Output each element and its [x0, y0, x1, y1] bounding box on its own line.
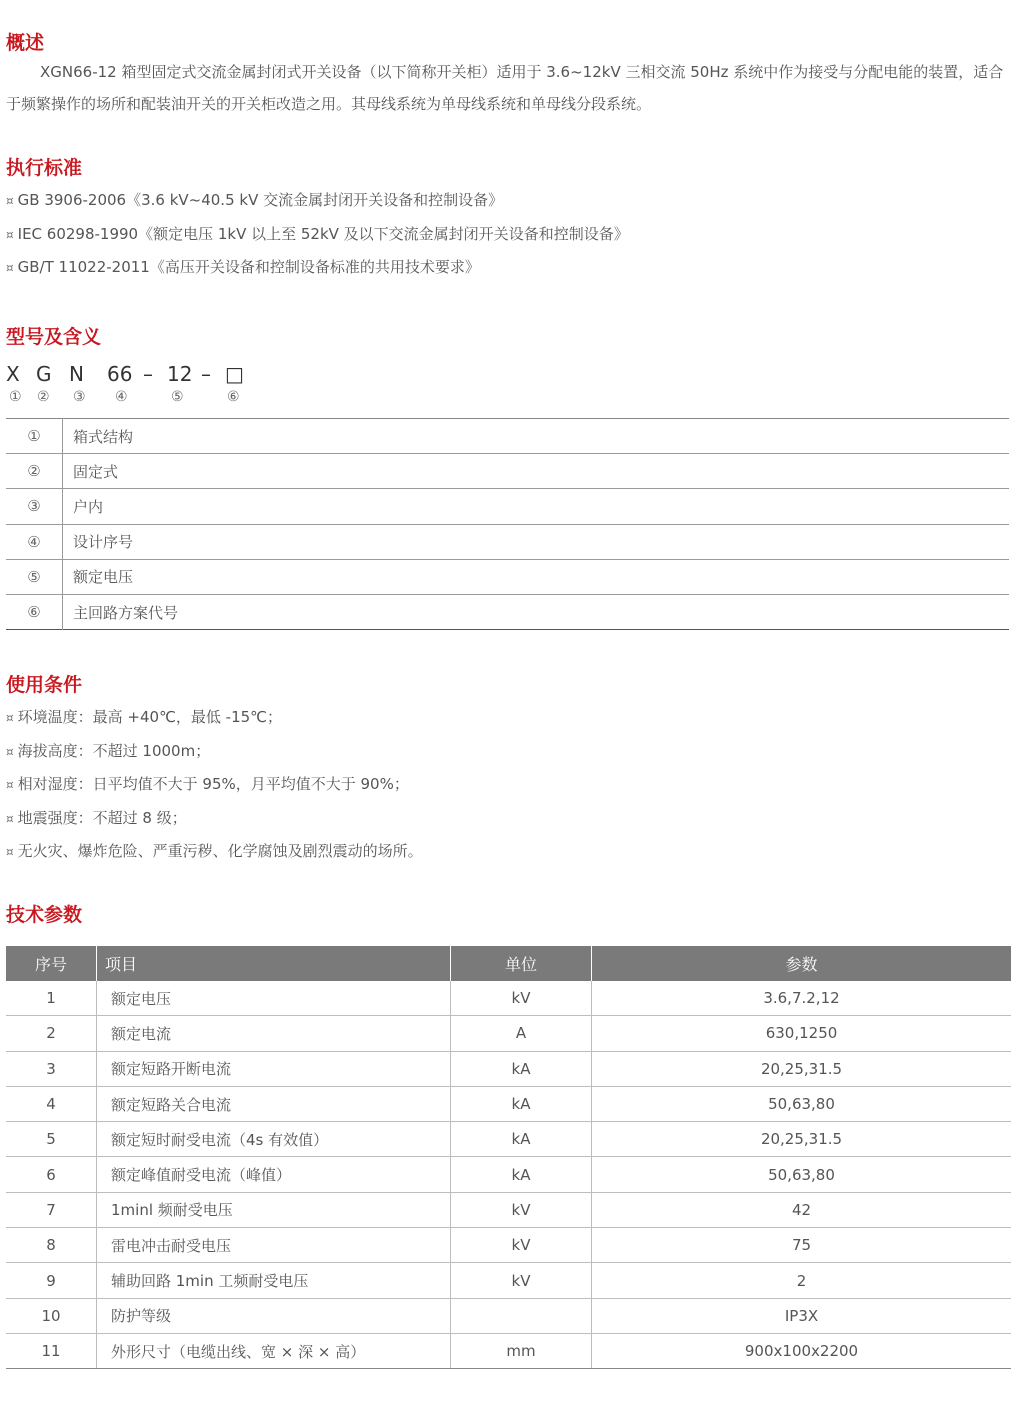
column-header: 单位 — [451, 946, 592, 981]
conditions-heading: 使用条件 — [6, 674, 83, 696]
list-item: ¤ GB 3906-2006《3.6 kV~40.5 kV 交流金属封闭开关设备和控制设备》 — [6, 191, 504, 209]
table-row: 6 额定峰值耐受电流（峰值） kA 50,63,80 — [6, 1157, 1011, 1192]
table-row: ② 固定式 — [6, 454, 1009, 489]
table-row: ③ 户内 — [6, 489, 1009, 524]
column-header: 参数 — [592, 946, 1012, 981]
table-row: 10 防护等级 IP3X — [6, 1298, 1011, 1333]
bullet-icon: ¤ — [6, 744, 14, 759]
table-row: 11 外形尺寸（电缆出线、宽 × 深 × 高） mm 900x100x2200 — [6, 1333, 1011, 1368]
code-part: – — [201, 362, 211, 386]
list-item: ¤ GB/T 11022-2011《高压开关设备和控制设备标准的共用技术要求》 — [6, 258, 480, 276]
bullet-icon: ¤ — [6, 845, 14, 859]
table-row: ⑤ 额定电压 — [6, 559, 1009, 594]
table-row: 9 辅助回路 1min 工频耐受电压 kV 2 — [6, 1263, 1011, 1298]
code-part: □ — [225, 362, 244, 386]
bullet-icon: ¤ — [6, 778, 14, 792]
list-item: ¤ 无火灾、爆炸危险、严重污秽、化学腐蚀及剧烈震动的场所。 — [6, 842, 423, 860]
list-item: ¤ 地震强度：不超过 8 级； — [6, 808, 187, 827]
bullet-icon: ¤ — [6, 711, 14, 725]
table-row: ⑥ 主回路方案代号 — [6, 594, 1009, 629]
table-row: 3 额定短路开断电流 kA 20,25,31.5 — [6, 1051, 1011, 1086]
code-part: 66 — [107, 362, 133, 386]
table-header-row — [6, 946, 1011, 981]
code-part: G — [36, 362, 52, 386]
table-row: 5 额定短时耐受电流（4s 有效值） kA 20,25,31.5 — [6, 1122, 1011, 1157]
table-row: ④ 设计序号 — [6, 524, 1009, 559]
list-item: ¤ 环境温度：最高 +40℃，最低 -15℃； — [6, 708, 283, 726]
bullet-icon: ¤ — [6, 227, 14, 242]
column-header: 项目 — [97, 946, 451, 981]
standards-list — [6, 184, 629, 285]
parameters-heading: 技术参数 — [6, 904, 83, 926]
list-item: ¤ 相对湿度：日平均值不大于 95%，月平均值不大于 90%； — [6, 775, 409, 793]
list-item: ¤ IEC 60298-1990《额定电压 1kV 以上至 52kV 及以下交流金属封闭开关设备和控制设备》 — [6, 224, 629, 243]
overview-heading: 概述 — [6, 32, 45, 54]
code-part: – — [143, 362, 153, 386]
table-row: 7 1minl 频耐受电压 kV 42 — [6, 1192, 1011, 1227]
code-part: X — [6, 362, 20, 386]
table-row: 2 额定电流 A 630,1250 — [6, 1016, 1011, 1051]
bullet-icon: ¤ — [6, 811, 14, 826]
bullet-icon: ¤ — [6, 261, 14, 275]
code-part: N — [69, 362, 84, 386]
list-item: ¤ 海拔高度：不超过 1000m； — [6, 741, 211, 760]
table-row: 8 雷电冲击耐受电压 kV 75 — [6, 1228, 1011, 1263]
bullet-icon: ¤ — [6, 194, 14, 208]
standards-heading: 执行标准 — [6, 157, 83, 179]
table-row: 4 额定短路关合电流 kA 50,63,80 — [6, 1086, 1011, 1121]
model-heading: 型号及含义 — [6, 326, 102, 348]
overview-paragraph: XGN66-12 箱型固定式交流金属封闭式开关设备（以下简称开关柜）适用于 3.6~12kV 三相交流 50Hz 系统中作为接受与分配电能的装置，适合于频繁操作的场所和配装油开关的开关柜改造之用。其母线系统为单母线系统和单母线分段系统。 — [6, 63, 1004, 113]
table-row: ① 箱式结构 — [6, 419, 1009, 454]
code-part: 12 — [167, 362, 193, 386]
column-header: 序号 — [6, 946, 97, 981]
document-page: 概述 XGN66-12 箱型固定式交流金属封闭式开关设备（以下简称开关柜）适用于 3.6~12kV 三相交流 50Hz 系统中作为接受与分配电能的装置，适合于频繁操作的场所和配装油开关的开关柜改造之用。其母线系统为单母线系统和单母线分段系统。 执行标准 ¤ GB 3906-2006《3.6 kV~40.5 kV 交流金属封闭开关设备和控制设备》 ¤ IEC 60298-1990《额定电压 1kV 以上至 52kV 及以下交流金属封闭开关设备和控制设备》 ¤ GB/T 11022-2011《高压开关设备和控制设备标准的共用技术要求》 型号及含义 X G N 66 – 12 – □ ① ② ③ ④ ⑤ ⑥ ① 箱式结构 ② 固定式 ③ 户内 ④ 设计序号 ⑤ 额定电压 ⑥ 主回路方案代号 使用条件 ¤ 环境温度：最高 +40℃，最低 -15℃； ¤ 海拔高度：不超过 1000m； ¤ 相对湿度：日平均值不大于 95%，月平均值不大于 90%； ¤ 地震强度：不超过 8 级； ¤ 无火灾、爆炸危险、严重污秽、化学腐蚀及剧烈震动的场所。 技术参数 序号 项目 单位 参数 1 额定电压 kV 3.6,7.2,12 2 额定电流 A 630,1250 3 额定短路开断电流 kA 20,25,31.5 4 额定短路关合电流 kA 50,63,80 5 额定短时耐受电流（4s 有效值） kA 20,25,31.5 6 额定峰值耐受电流（峰值） kA 50,63,80 7 1minl 频耐受电压 kV 42 8 雷电冲击耐受电压 kV 75 9 辅助回路 1min 工频耐受电压 kV 2 10 防护等级 IP3X 11 外形尺寸（电缆出线、宽 × 深 × 高） mm 900x100x2200 — [0, 0, 1020, 1409]
conditions-list — [6, 701, 423, 869]
parameters-table — [6, 946, 1011, 1369]
model-meaning-table — [6, 418, 1009, 630]
table-row: 1 额定电压 kV 3.6,7.2,12 — [6, 981, 1011, 1016]
